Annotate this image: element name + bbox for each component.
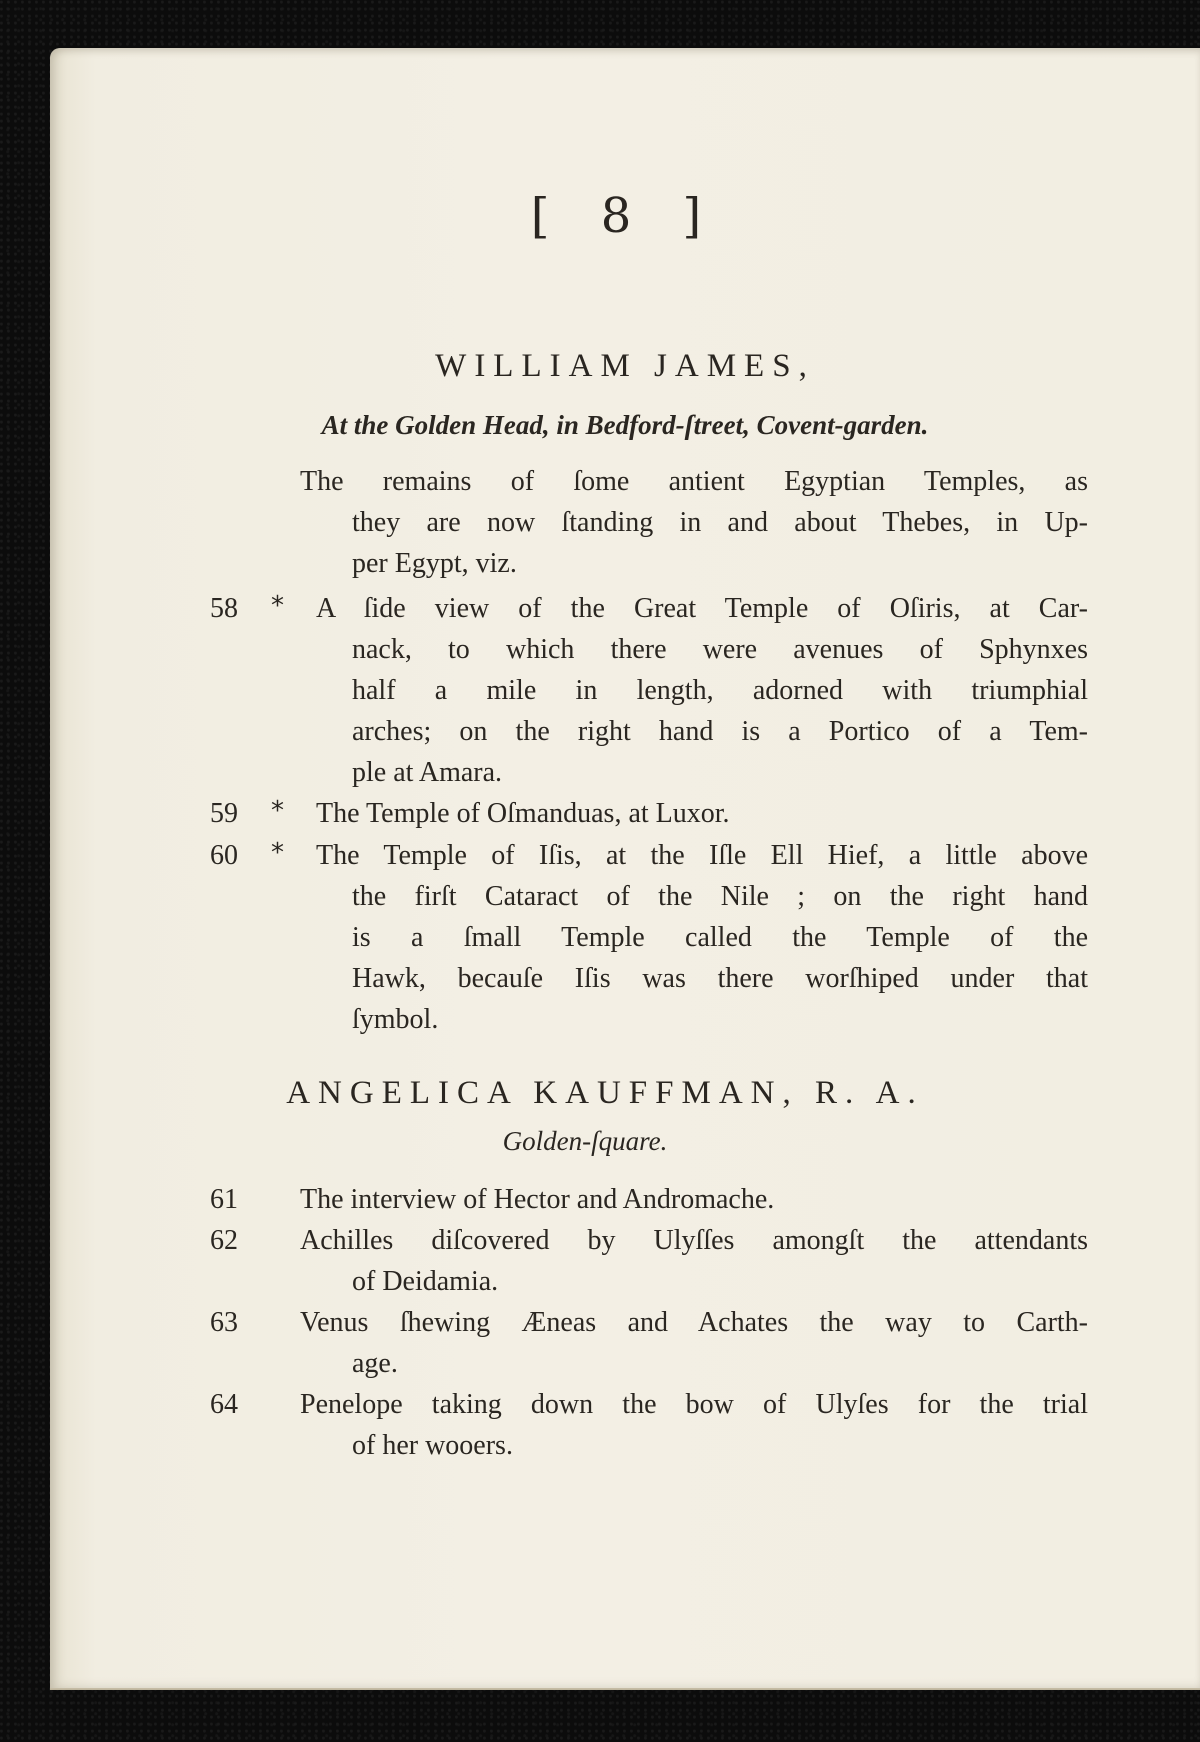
intro-line: per Egypt, viz.: [352, 548, 517, 579]
entry-line: of her wooers.: [352, 1430, 513, 1461]
asterisk-mark: *: [271, 838, 284, 868]
entry-line: nack, to which there were avenues of Sphynxes: [352, 634, 1088, 665]
entry-line: half a mile in length, adorned with triumphial: [352, 675, 1088, 706]
entry-line: age.: [352, 1348, 398, 1379]
artist-name-william-james: WILLIAM JAMES,: [435, 348, 815, 384]
entry-line: Achilles diſcovered by Ulyſſes amongſt the attendants: [300, 1225, 1088, 1256]
entry-number: 58: [210, 593, 238, 624]
entry-number: 59: [210, 798, 238, 829]
artist-address-angelica-kauffman: Golden-ſquare.: [502, 1126, 668, 1156]
entry-line: The Temple of Iſis, at the Iſle Ell Hief, a little above: [316, 840, 1088, 871]
entry-number: 63: [210, 1307, 238, 1338]
artist-address-william-james: At the Golden Head, in Bedford-ſtreet, Covent-garden.: [321, 410, 929, 440]
entry-line: the firſt Cataract of the Nile ; on the right hand: [352, 881, 1088, 912]
entry-line: Penelope taking down the bow of Ulyſes for the trial: [300, 1389, 1088, 1420]
entry-line: arches; on the right hand is a Portico of a Tem-: [352, 716, 1088, 747]
entry-line: A ſide view of the Great Temple of Oſiris, at Car-: [316, 593, 1088, 624]
entry-number: 64: [210, 1389, 238, 1420]
entry-line: Hawk, becauſe Iſis was there worſhiped under that: [352, 963, 1088, 994]
entry-line: ple at Amara.: [352, 757, 503, 788]
intro-line: they are now ſtanding in and about Thebes, in Up-: [352, 507, 1088, 538]
document-page: [50, 48, 1200, 1688]
asterisk-mark: *: [271, 796, 284, 826]
entry-line: of Deidamia.: [352, 1266, 499, 1297]
entry-line: The interview of Hector and Andromache.: [300, 1184, 775, 1215]
artist-name-angelica-kauffman: ANGELICA KAUFFMAN, R. A.: [286, 1075, 924, 1111]
intro-line: The remains of ſome antient Egyptian Temples, as: [300, 466, 1088, 497]
entry-number: 60: [210, 840, 238, 871]
entry-number: 62: [210, 1225, 238, 1256]
entry-line: ſymbol.: [352, 1004, 439, 1035]
entry-line: The Temple of Oſmanduas, at Luxor.: [316, 798, 730, 829]
entry-line: Venus ſhewing Æneas and Achates the way to Carth-: [300, 1307, 1088, 1338]
asterisk-mark: *: [271, 591, 284, 621]
entry-number: 61: [210, 1184, 238, 1215]
entry-line: is a ſmall Temple called the Temple of the: [352, 922, 1088, 953]
page-number: [ 8 ]: [530, 188, 720, 244]
